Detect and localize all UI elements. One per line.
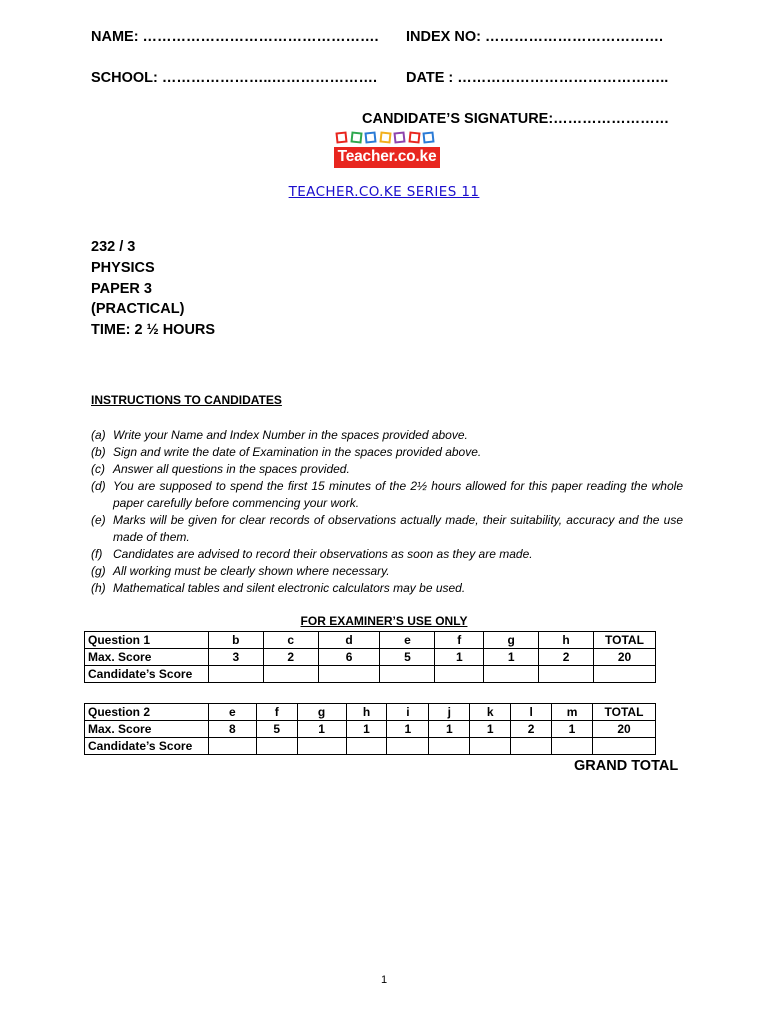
part-header: c [263,632,318,649]
instruction-item [91,512,683,546]
candidate-score-cell[interactable] [470,738,511,755]
candidate-total-cell[interactable] [592,738,655,755]
instruction-label: (g) [91,564,106,578]
page-number: 1 [380,974,388,986]
instruction-label: (h) [91,581,106,595]
logo-square [335,131,347,143]
table-row [85,704,656,721]
max-total-cell: 20 [592,721,655,738]
candidate-score-cell[interactable] [263,666,318,683]
part-header: f [435,632,484,649]
logo-squares [336,131,440,145]
candidate-score-cell[interactable] [318,666,380,683]
table-row [85,632,656,649]
max-total-cell: 20 [593,649,655,666]
paper-type: (PRACTICAL) [91,301,185,318]
candidate-score-cell[interactable] [539,666,594,683]
candidate-score-cell[interactable] [552,738,593,755]
table-row [85,649,656,666]
candidate-score-cell[interactable] [387,738,429,755]
row-label: Max. Score [85,649,209,666]
part-header: g [297,704,346,721]
part-header: d [318,632,380,649]
signature-field: CANDIDATE’S SIGNATURE:…………………… [362,111,670,127]
part-header: m [552,704,593,721]
instruction-label: (e) [91,513,106,527]
instruction-text: Sign and write the date of Examination in the spaces provided above. [113,445,482,459]
school-field: SCHOOL: …………………..…………………. [91,70,377,86]
paper-number: PAPER 3 [91,280,152,297]
instruction-item [91,478,683,512]
instruction-label: (f) [91,547,103,561]
instruction-item [91,580,683,597]
total-header: TOTAL [593,632,655,649]
part-header: j [429,704,470,721]
paper-subject: PHYSICS [91,259,155,276]
part-header: g [484,632,539,649]
logo-bar [334,147,440,168]
teacher-logo [334,131,440,169]
instruction-text: Candidates are advised to record their observations as soon as they are made. [113,547,533,561]
candidate-score-cell[interactable] [208,738,256,755]
candidate-score-cell[interactable] [297,738,346,755]
total-header: TOTAL [592,704,655,721]
part-header: h [539,632,594,649]
instruction-item [91,563,683,580]
instruction-label: (c) [91,462,105,476]
series-title-link[interactable]: TEACHER.CO.KE SERIES 11 [288,184,480,200]
logo-square [379,131,391,143]
instruction-text: Marks will be given for clear records of observations actually made, their suitability, accuracy and the use made of them. [113,513,683,544]
row-label: Question 2 [85,704,209,721]
candidate-total-cell[interactable] [593,666,655,683]
max-score-cell: 1 [297,721,346,738]
logo-square [422,131,434,143]
logo-square [350,131,362,143]
part-header: e [380,632,435,649]
max-score-cell: 2 [511,721,552,738]
candidate-score-cell[interactable] [429,738,470,755]
grand-total-label: GRAND TOTAL [574,758,679,774]
max-score-cell: 1 [470,721,511,738]
row-label: Max. Score [85,721,209,738]
max-score-cell: 1 [387,721,429,738]
name-field: NAME: …………………………………………. [91,29,379,45]
table-row [85,721,656,738]
logo-square [393,131,405,143]
part-header: k [470,704,511,721]
candidate-score-cell[interactable] [435,666,484,683]
candidate-score-cell[interactable] [256,738,297,755]
table-row [85,738,656,755]
candidate-score-cell[interactable] [208,666,263,683]
logo-square [408,131,420,143]
max-score-cell: 2 [263,649,318,666]
index-no-field: INDEX NO: ………………………………. [406,29,663,45]
paper-code: 232 / 3 [91,239,136,255]
instructions-list [91,427,683,597]
max-score-cell: 5 [256,721,297,738]
instruction-item [91,427,683,444]
part-header: l [511,704,552,721]
instruction-label: (a) [91,428,106,442]
max-score-cell: 8 [208,721,256,738]
question-2-score-table [84,703,656,755]
instruction-text: You are supposed to spend the first 15 minutes of the 2½ hours allowed for this paper reading the whole paper carefully before commencing your work. [113,479,683,510]
max-score-cell: 6 [318,649,380,666]
candidate-score-cell[interactable] [380,666,435,683]
max-score-cell: 5 [380,649,435,666]
instruction-text: Mathematical tables and silent electronic calculators may be used. [113,581,466,595]
row-label: Candidate’s Score [85,738,209,755]
instruction-text: Write your Name and Index Number in the spaces provided above. [113,428,468,442]
instruction-label: (d) [91,479,106,493]
max-score-cell: 1 [484,649,539,666]
instruction-item [91,546,683,563]
part-header: i [387,704,429,721]
candidate-score-cell[interactable] [484,666,539,683]
part-header: e [208,704,256,721]
instruction-text: All working must be clearly shown where necessary. [113,564,390,578]
part-header: f [256,704,297,721]
candidate-score-cell[interactable] [346,738,387,755]
max-score-cell: 1 [346,721,387,738]
paper-time: TIME: 2 ½ HOURS [91,322,216,339]
max-score-cell: 2 [539,649,594,666]
max-score-cell: 3 [208,649,263,666]
instruction-text: Answer all questions in the spaces provided. [113,462,350,476]
row-label: Candidate’s Score [85,666,209,683]
question-1-score-table [84,631,656,683]
paper-info [91,237,215,341]
max-score-cell: 1 [429,721,470,738]
instruction-item [91,444,683,461]
instructions-heading: INSTRUCTIONS TO CANDIDATES [91,393,282,407]
logo-text: Teacher.co.ke [337,148,437,165]
examiner-heading: FOR EXAMINER’S USE ONLY [300,614,468,628]
series-title-wrap [0,183,768,201]
part-header: h [346,704,387,721]
instruction-item [91,461,683,478]
candidate-score-cell[interactable] [511,738,552,755]
max-score-cell: 1 [552,721,593,738]
part-header: b [208,632,263,649]
row-label: Question 1 [85,632,209,649]
table-row [85,666,656,683]
logo-square [364,131,376,143]
max-score-cell: 1 [435,649,484,666]
date-field: DATE : …………………………………….. [406,70,669,86]
instruction-label: (b) [91,445,106,459]
